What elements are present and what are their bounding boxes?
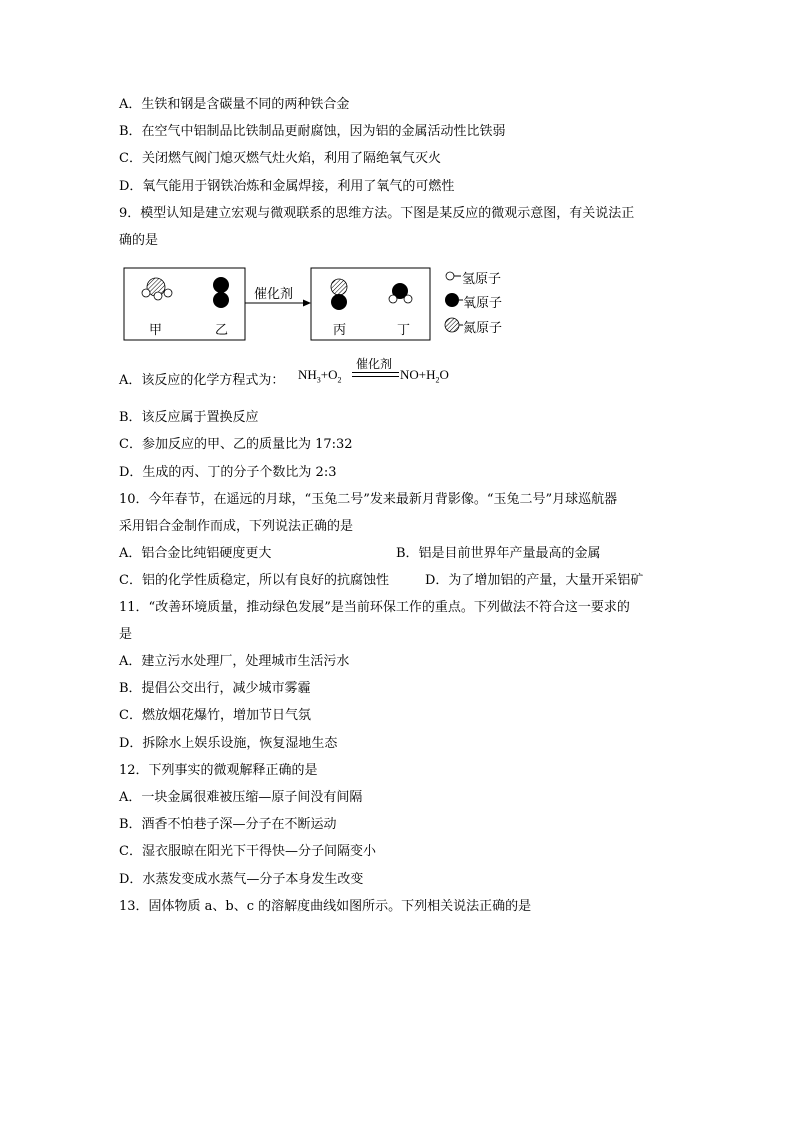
legend-nitrogen-label: 氮原子	[463, 321, 503, 336]
option-9d: D．生成的丙、丁的分子个数比为 2:3	[119, 465, 337, 480]
option-8d: D．氧气能用于钢铁冶炼和金属焊接，利用了氧气的可燃性	[119, 179, 455, 194]
legend-hydrogen-label: 氢原子	[462, 272, 502, 287]
hydrogen-atom	[404, 295, 412, 303]
equation-no-h2: NO+H	[400, 367, 436, 382]
option-12c: C．湿衣服晾在阳光下干得快—分子间隔变小	[119, 844, 376, 859]
arrow-catalyst-label: 催化剂	[254, 287, 294, 302]
option-9c: C．参加反应的甲、乙的质量比为 17:32	[119, 437, 353, 452]
option-9a	[119, 360, 285, 388]
option-11c: C．燃放烟花爆竹，增加节日气氛	[119, 708, 311, 723]
equation-nh3: NH	[298, 367, 317, 382]
equation-o: O	[439, 367, 449, 382]
equation-sub: 2	[435, 375, 440, 385]
legend-oxygen-icon	[445, 293, 459, 307]
oxygen-atom	[213, 277, 229, 293]
option-12d: D．水蒸发变成水蒸气—分子本身发生改变	[119, 872, 364, 887]
option-12a: A．一块金属很难被压缩—原子间没有间隔	[119, 790, 363, 805]
option-8c: C．关闭燃气阀门熄灭燃气灶火焰，利用了隔绝氧气灭火	[119, 151, 441, 166]
question-10-stem-cont: 采用铝合金制作而成，下列说法正确的是	[119, 519, 354, 534]
question-9-stem-cont: 确的是	[119, 233, 159, 248]
label-bing: 丙	[333, 323, 347, 338]
nitrogen-atom	[331, 279, 347, 295]
oxygen-atom	[392, 283, 408, 299]
option-10a: A．铝合金比纯铝硬度更大	[119, 546, 272, 561]
nitrogen-atom	[147, 278, 165, 296]
option-9a-prefix: A．该反应的化学方程式为：	[119, 373, 285, 388]
option-11b: B．提倡公交出行，减少城市雾霾	[119, 681, 311, 696]
option-10c: C．铝的化学性质稳定，所以有良好的抗腐蚀性	[119, 573, 389, 588]
equation-double-line	[352, 372, 399, 377]
equation-o2: +O	[320, 367, 338, 382]
label-ding: 丁	[397, 323, 411, 338]
question-9-stem: 9．模型认知是建立宏观与微观联系的思维方法。下图是某反应的微观示意图，有关说法正	[119, 206, 635, 221]
arrow-head-icon	[303, 300, 311, 307]
equation-sub: 2	[337, 375, 342, 385]
hydrogen-atom	[154, 292, 162, 300]
legend-hydrogen-icon	[446, 272, 454, 280]
products-box	[311, 268, 430, 340]
option-11a: A．建立污水处理厂，处理城市生活污水	[119, 654, 350, 669]
question-11-stem-cont: 是	[119, 627, 133, 642]
option-12b: B．酒香不怕巷子深—分子在不断运动	[119, 817, 337, 832]
oxygen-atom	[331, 294, 347, 310]
question-12-stem: 12．下列事实的微观解释正确的是	[119, 763, 318, 778]
legend-nitrogen-icon	[445, 318, 459, 332]
hydrogen-atom	[389, 295, 397, 303]
option-10b: B．铝是目前世界年产量最高的金属	[396, 546, 601, 561]
legend-oxygen-label: 氧原子	[463, 296, 503, 311]
option-11d: D．拆除水上娱乐设施，恢复湿地生态	[119, 736, 338, 751]
hydrogen-atom	[142, 289, 150, 297]
label-jia: 甲	[149, 323, 163, 338]
equation-sub: 3	[316, 375, 321, 385]
equation-catalyst-label: 催化剂	[356, 357, 393, 371]
question-13-stem: 13．固体物质 a、b、c 的溶解度曲线如图所示。下列相关说法正确的是	[119, 899, 532, 914]
option-10d: D．为了增加铝的产量，大量开采铝矿	[425, 573, 644, 588]
option-8b: B．在空气中铝制品比铁制品更耐腐蚀，因为铝的金属活动性比铁弱	[119, 124, 506, 139]
label-yi: 乙	[215, 323, 229, 338]
question-10-stem: 10．今年春节，在遥远的月球，“玉兔二号”发来最新月背影像。“玉兔二号”月球巡航器	[119, 492, 618, 507]
option-9b: B．该反应属于置换反应	[119, 410, 259, 425]
oxygen-atom	[213, 292, 229, 308]
option-8a: A．生铁和钢是含碳量不同的两种铁合金	[119, 97, 350, 112]
question-11-stem: 11．“改善环境质量，推动绿色发展”是当前环保工作的重点。下列做法不符合这一要求的	[119, 600, 630, 615]
hydrogen-atom	[164, 289, 172, 297]
